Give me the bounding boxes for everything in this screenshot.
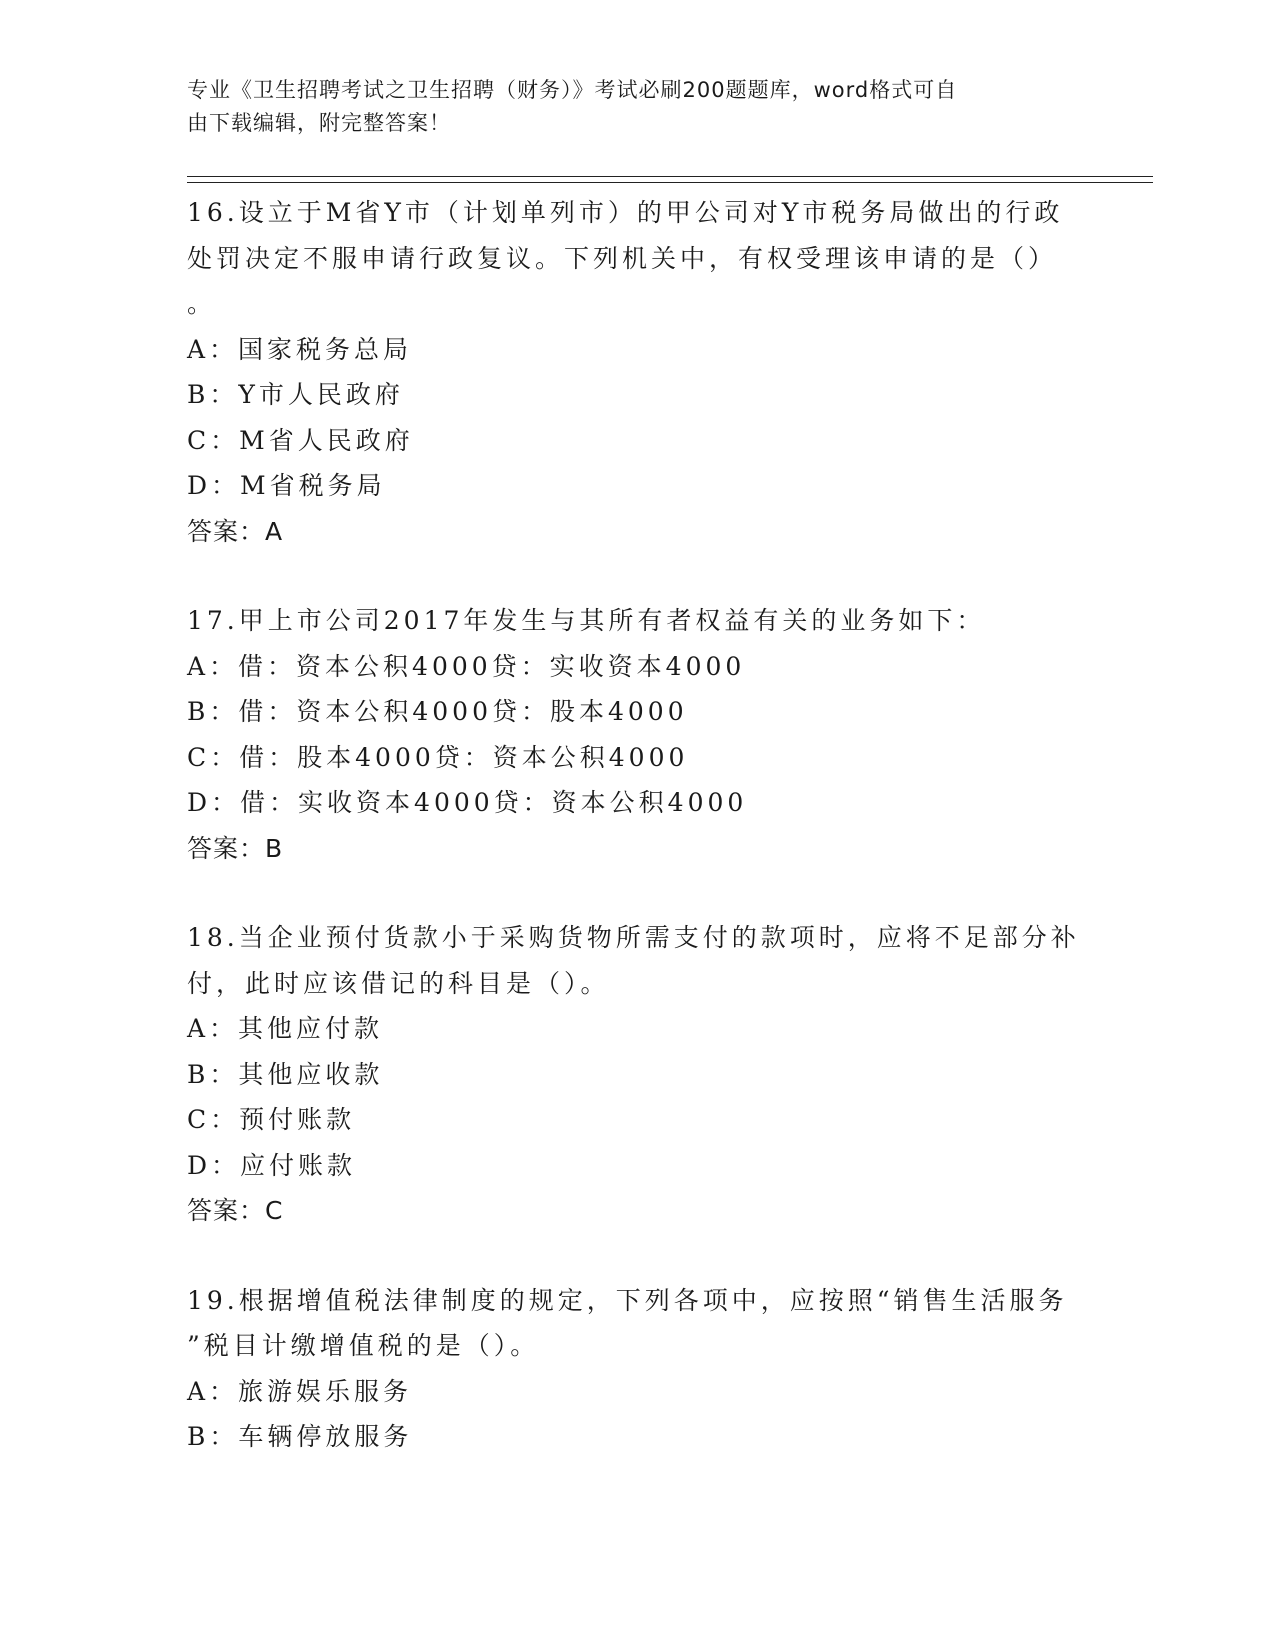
question-17 [187, 598, 1087, 871]
question-text-line: 处罚决定不服申请行政复议。下列机关中，有权受理该申请的是（） [187, 243, 1058, 273]
question-text-line: 18.当企业预付货款小于采购货物所需支付的款项时，应将不足部分补 [187, 923, 1080, 952]
question-16 [187, 190, 1087, 554]
option-a: A：借：资本公积4000贷：实收资本4000 [187, 651, 746, 681]
question-text-line: ”税目计缴增值税的是（）。 [187, 1331, 540, 1360]
question-text-line: 付，此时应该借记的科目是（）。 [187, 968, 610, 998]
question-spacer [187, 1234, 1087, 1278]
header-line-2: 由下载编辑，附完整答案！ [187, 111, 451, 135]
question-spacer [187, 554, 1087, 598]
question-spacer [187, 871, 1087, 915]
question-text-line: 。 [187, 289, 217, 318]
question-18 [187, 915, 1087, 1234]
question-text-line: 19.根据增值税法律制度的规定，下列各项中，应按照“销售生活服务 [187, 1285, 1068, 1315]
option-a: A：其他应付款 [187, 1014, 384, 1043]
answer-line: 答案：A [187, 516, 284, 546]
answer-line: 答案：C [187, 1196, 284, 1225]
question-19 [187, 1278, 1087, 1460]
option-c: C：借：股本4000贷：资本公积4000 [187, 742, 689, 772]
question-text-line: 17.甲上市公司2017年发生与其所有者权益有关的业务如下： [187, 606, 986, 635]
option-d: D：借：实收资本4000贷：资本公积4000 [187, 788, 748, 817]
option-d: D：应付账款 [187, 1150, 357, 1180]
header-divider-bottom [187, 182, 1153, 183]
option-b: B：借：资本公积4000贷：股本4000 [187, 697, 688, 726]
option-a: A：国家税务总局 [187, 334, 413, 364]
document-header [187, 74, 1087, 140]
option-c: C：预付账款 [187, 1105, 356, 1134]
option-d: D：M省税务局 [187, 471, 386, 500]
header-line-1: 专业《卫生招聘考试之卫生招聘（财务）》考试必刷200题题库，word格式可自 [187, 78, 958, 102]
option-a: A：旅游娱乐服务 [187, 1376, 413, 1406]
option-b: B：Y市人民政府 [187, 380, 404, 409]
header-divider-top [187, 176, 1153, 177]
option-c: C：M省人民政府 [187, 425, 414, 455]
question-list [187, 190, 1087, 1460]
answer-line: 答案：B [187, 833, 284, 863]
question-text-line: 16.设立于M省Y市（计划单列市）的甲公司对Y市税务局做出的行政 [187, 198, 1064, 227]
option-b: B：其他应收款 [187, 1059, 384, 1089]
option-b: B：车辆停放服务 [187, 1422, 413, 1451]
